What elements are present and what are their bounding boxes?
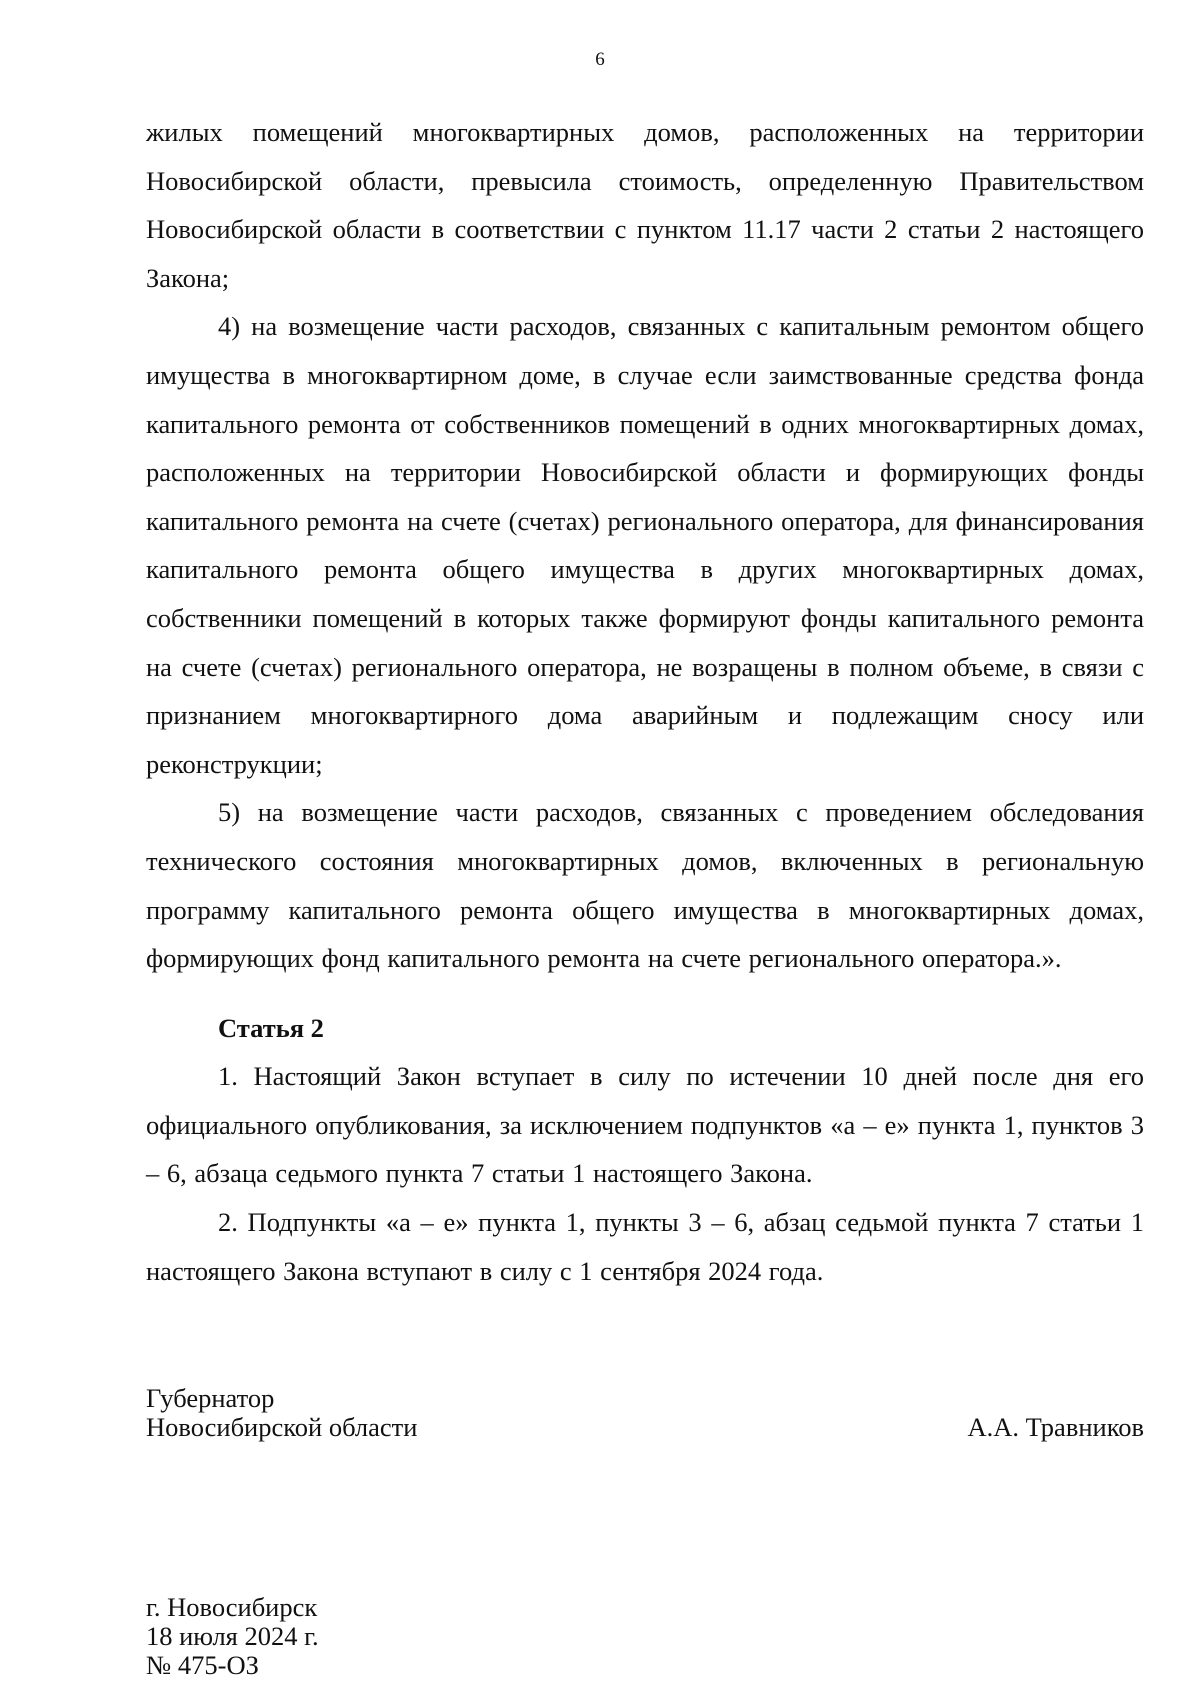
document-footer xyxy=(146,1593,319,1680)
signatory-position-line1: Губернатор xyxy=(146,1383,275,1413)
page-number: 6 xyxy=(595,49,605,70)
footer-city: г. Новосибирск xyxy=(146,1592,318,1622)
footer-date: 18 июля 2024 г. xyxy=(146,1621,319,1651)
article-item-1: 1. Настоящий Закон вступает в силу по истечении 10 дней после дня его официального опубликования, за исключением подпунктов «а – е» пункта 1, пунктов 3 – 6, абзаца седьмого пункта 7 статьи 1 настоящего Закона. xyxy=(146,1061,1144,1189)
paragraph-continuation: жилых помещений многоквартирных домов, расположенных на территории Новосибирской области, превысила стоимость, определенную Правительством Новосибирской области в соответствии с пунктом 11.17 части 2 статьи 2 настоящего Закона; xyxy=(146,117,1144,293)
paragraph-item-4: 4) на возмещение части расходов, связанных с капитальным ремонтом общего имущества в многоквартирном доме, в случае если заимствованные средства фонда капитального ремонта от собственников помещений в одних многоквартирных домах, расположенных на территории Новосибирской области и формирующих фонды капитального ремонта на счете (счетах) регионального оператора, для финансирования капитального ремонта общего имущества в других многоквартирных домах, собственники помещений в которых также формируют фонды капитального ремонта на счете (счетах) регионального оператора, не возращены в полном объеме, в связи с признанием многоквартирного дома аварийным и подлежащим сносу или реконструкции; xyxy=(146,311,1144,779)
article-item-2: 2. Подпункты «а – е» пункта 1, пункты 3 – 6, абзац седьмой пункта 7 статьи 1 настоящего Закона вступают в силу с 1 сентября 2024 года. xyxy=(146,1207,1144,1286)
signatory-position-line2: Новосибирской области xyxy=(146,1412,418,1442)
paragraph-item-5: 5) на возмещение части расходов, связанных с проведением обследования технического состояния многоквартирных домов, включенных в региональную программу капитального ремонта общего имущества в многоквартирных домах, формирующих фонд капитального ремонта на счете регионального оператора.». xyxy=(146,797,1144,974)
signatory-position xyxy=(146,1384,417,1442)
signatory-name: А.А. Травников xyxy=(967,1412,1144,1442)
footer-number: № 475-ОЗ xyxy=(146,1650,259,1680)
article-title: Статья 2 xyxy=(218,1012,324,1043)
document-body xyxy=(146,108,1144,1295)
